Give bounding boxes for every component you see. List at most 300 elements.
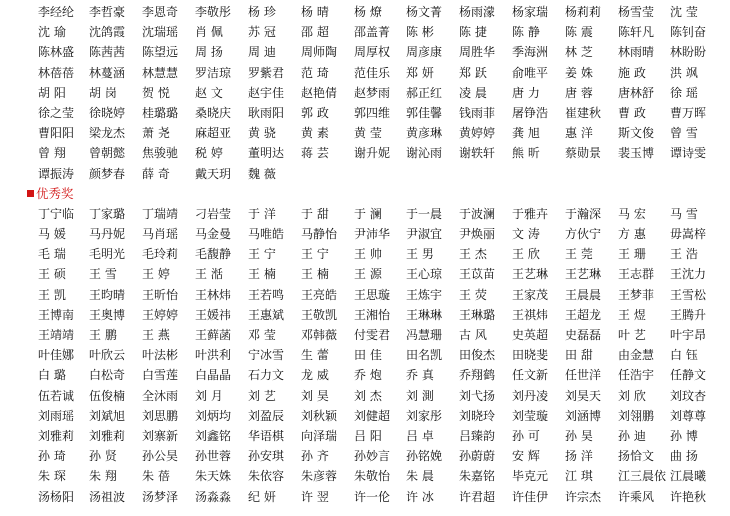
name-cell: 叶佳娜 — [38, 348, 75, 363]
name-cell: 王 杰 — [459, 247, 487, 262]
name-cell: 王惠斌 — [248, 307, 285, 322]
name-cell: 孙 昊 — [565, 429, 593, 443]
name-cell: 于 澜 — [354, 206, 382, 221]
name-cell: 王炼宇 — [406, 287, 443, 302]
name-cell: 王 硕 — [38, 267, 66, 282]
name-cell: 黄彦琳 — [406, 126, 443, 141]
name-cell: 白雪莲 — [142, 368, 179, 383]
name-cell: 纪 妍 — [248, 489, 276, 504]
name-cell: 赵梦雨 — [354, 85, 391, 100]
name-cell: 吕 卓 — [406, 429, 434, 443]
name-cell: 李哲豪 — [89, 5, 126, 19]
name-cell: 许 翌 — [301, 489, 329, 504]
name-cell: 赵宇佳 — [248, 85, 285, 100]
name-cell: 邓 莹 — [248, 328, 276, 342]
name-cell: 王沈力 — [670, 267, 707, 282]
name-cell: 胡 岗 — [89, 85, 117, 100]
name-row — [38, 224, 728, 244]
name-cell: 杨雨濛 — [459, 5, 496, 19]
name-cell: 刘莹璇 — [512, 408, 549, 423]
name-cell: 田名凯 — [406, 348, 443, 363]
name-cell: 王藓菡 — [195, 328, 232, 342]
name-cell: 方 惠 — [618, 227, 646, 241]
name-cell: 刘思鹏 — [142, 408, 179, 423]
name-cell: 桑晓庆 — [195, 106, 232, 120]
name-cell: 龙 威 — [301, 368, 329, 383]
name-cell: 陈轩凡 — [618, 25, 655, 40]
name-row — [38, 2, 728, 22]
name-cell: 曹阳阳 — [38, 126, 75, 141]
name-cell: 刘涵博 — [565, 408, 602, 423]
name-cell: 王 荧 — [459, 287, 487, 302]
name-cell: 王艺琳 — [565, 267, 602, 282]
name-cell: 凌 晨 — [459, 85, 487, 100]
name-cell: 邵盖菁 — [354, 25, 391, 40]
name-cell: 白晶晶 — [195, 368, 232, 383]
name-cell: 赵 文 — [195, 85, 223, 100]
name-cell: 姜 姝 — [565, 65, 593, 80]
name-cell: 谭诗雯 — [670, 146, 707, 161]
name-cell: 朱嘉铭 — [459, 469, 496, 484]
name-cell: 刁岩莹 — [195, 206, 232, 221]
name-row — [38, 244, 728, 264]
name-cell: 黄婷婷 — [459, 126, 496, 141]
name-cell: 田俊杰 — [459, 348, 496, 363]
name-cell: 周 扬 — [195, 45, 223, 60]
section-title: 优秀奖 — [36, 185, 74, 201]
name-cell: 谭振涛 — [38, 166, 75, 181]
name-cell: 刘寨新 — [142, 429, 179, 443]
name-cell: 白 钰 — [670, 348, 698, 363]
name-cell: 江晨曦 — [670, 469, 707, 484]
name-cell: 周厚权 — [354, 45, 391, 60]
name-row — [38, 42, 728, 62]
name-cell: 古 风 — [459, 328, 487, 342]
name-cell: 谢轶轩 — [459, 146, 496, 161]
name-cell: 税 婷 — [195, 146, 223, 161]
name-cell: 谢升妮 — [354, 146, 391, 161]
name-cell: 曾 翔 — [38, 146, 66, 161]
name-cell: 王湘怡 — [354, 307, 391, 322]
name-cell: 萧 尧 — [142, 126, 170, 141]
name-cell: 熊 昕 — [512, 146, 540, 161]
name-cell: 生 蕾 — [301, 348, 329, 363]
name-cell: 王昀晴 — [89, 287, 126, 302]
name-cell: 刘 月 — [195, 388, 223, 403]
name-row — [38, 406, 728, 426]
name-cell: 王敬凯 — [301, 307, 338, 322]
name-cell: 唐林舒 — [618, 85, 655, 100]
name-cell: 朱 蓓 — [142, 469, 170, 484]
name-cell: 乔 真 — [406, 368, 434, 383]
name-cell: 周彦康 — [406, 45, 443, 60]
name-cell: 许 冰 — [406, 489, 434, 504]
name-cell: 叶 艺 — [618, 328, 646, 342]
name-cell: 刘斌旭 — [89, 408, 126, 423]
name-cell: 林雨晴 — [618, 45, 655, 60]
name-cell: 邓韩薇 — [301, 328, 338, 342]
name-cell: 杨 晴 — [301, 5, 329, 19]
name-cell: 叶法彬 — [142, 348, 179, 363]
name-cell: 杨 珍 — [248, 5, 276, 19]
name-cell: 施 政 — [618, 65, 646, 80]
name-cell: 朱 翔 — [89, 469, 117, 484]
name-cell: 于波澜 — [459, 206, 496, 221]
name-cell: 王媛祎 — [195, 307, 232, 322]
name-cell: 王 宁 — [248, 247, 276, 262]
name-cell: 任文新 — [512, 368, 549, 383]
name-cell: 赵艳倩 — [301, 85, 338, 100]
name-cell: 王晨晨 — [565, 287, 602, 302]
name-cell: 俞唯平 — [512, 65, 549, 80]
name-cell: 毛明光 — [89, 247, 126, 262]
name-cell: 朱天姝 — [195, 469, 232, 484]
name-row — [38, 204, 728, 224]
name-cell: 郝正红 — [406, 85, 443, 100]
name-cell: 叶宇昂 — [670, 328, 707, 342]
name-cell: 孙 贤 — [89, 449, 117, 464]
name-cell: 许乘风 — [618, 489, 655, 504]
name-cell: 洪 飒 — [670, 65, 698, 80]
name-cell: 丁宁临 — [38, 206, 75, 221]
name-cell: 王 源 — [354, 267, 382, 282]
name-cell: 许艳秋 — [670, 489, 707, 504]
name-cell: 屠铮浩 — [512, 106, 549, 120]
name-cell: 蒋 芸 — [301, 146, 329, 161]
name-cell: 苏 冠 — [248, 25, 276, 40]
name-row — [38, 264, 728, 284]
name-cell: 刘 測 — [406, 388, 434, 403]
name-cell: 王奥博 — [89, 307, 126, 322]
name-cell: 伍俊楠 — [89, 388, 126, 403]
name-cell: 曲 扬 — [670, 449, 698, 464]
name-cell: 黄 素 — [301, 126, 329, 141]
name-cell: 王艺琳 — [512, 267, 549, 282]
name-cell: 王腾升 — [670, 307, 707, 322]
name-cell: 马唯皓 — [248, 227, 285, 241]
name-cell: 王琳琳 — [406, 307, 443, 322]
name-row — [38, 123, 728, 143]
name-cell: 毋嵩梓 — [670, 227, 707, 241]
name-cell: 王婷婷 — [142, 307, 179, 322]
name-cell: 汤祖波 — [89, 489, 126, 504]
name-cell: 全沐雨 — [142, 388, 179, 403]
name-cell: 唐 蓉 — [565, 85, 593, 100]
name-cell: 郑 跃 — [459, 65, 487, 80]
name-cell: 王 欣 — [512, 247, 540, 262]
name-cell: 孙妙言 — [354, 449, 391, 464]
name-cell: 江三晨依 — [618, 469, 667, 484]
name-cell: 白 璐 — [38, 368, 66, 383]
name-row — [38, 305, 728, 325]
name-cell: 方伙宁 — [565, 227, 602, 241]
name-cell: 扬恰文 — [618, 449, 655, 464]
name-cell: 季海洲 — [512, 45, 549, 60]
name-row — [38, 365, 728, 385]
name-cell: 曾朝懿 — [89, 146, 126, 161]
name-cell: 毛馥静 — [195, 247, 232, 262]
name-cell: 叶洪利 — [195, 348, 232, 363]
name-cell: 崔建秋 — [565, 106, 602, 120]
name-cell: 罗紫君 — [248, 65, 285, 80]
name-cell: 魏 薇 — [248, 166, 276, 181]
name-cell: 杨家瑞 — [512, 5, 549, 19]
name-cell: 马 媛 — [38, 227, 66, 241]
name-cell: 陈林盛 — [38, 45, 75, 60]
name-cell: 王 婷 — [142, 267, 170, 282]
name-cell: 孙铭娩 — [406, 449, 443, 464]
name-cell: 史磊磊 — [565, 328, 602, 342]
name-cell: 叶欣云 — [89, 348, 126, 363]
name-cell: 郭四维 — [354, 106, 391, 120]
name-cell: 王若鸣 — [248, 287, 285, 302]
name-cell: 田 佳 — [354, 348, 382, 363]
name-cell: 刘晓玲 — [459, 408, 496, 423]
name-cell: 乔翔鹤 — [459, 368, 496, 383]
name-cell: 周胜华 — [459, 45, 496, 60]
name-cell: 由金慧 — [618, 348, 655, 363]
name-row — [38, 345, 728, 365]
name-cell: 徐之莹 — [38, 106, 75, 120]
name-cell: 吕 阳 — [354, 429, 382, 443]
name-cell: 丁家璐 — [89, 206, 126, 221]
name-cell: 王林炜 — [195, 287, 232, 302]
name-cell: 贺 悦 — [142, 85, 170, 100]
name-cell: 蔡勋景 — [565, 146, 602, 161]
name-cell: 刘 欣 — [618, 388, 646, 403]
name-cell: 陈望远 — [142, 45, 179, 60]
name-cell: 于雅卉 — [512, 206, 549, 221]
name-cell: 王心琼 — [406, 267, 443, 282]
name-cell: 杨 燎 — [354, 5, 382, 19]
name-cell: 徐晓婷 — [89, 106, 126, 120]
name-cell: 田 甜 — [565, 348, 593, 363]
name-cell: 史英超 — [512, 328, 549, 342]
name-cell: 马丹妮 — [89, 227, 126, 241]
name-cell: 马 雪 — [670, 206, 698, 221]
name-cell: 颜梦春 — [89, 166, 126, 181]
name-cell: 裴玉博 — [618, 146, 655, 161]
name-row — [38, 164, 728, 184]
name-cell: 汤杨阳 — [38, 489, 75, 504]
name-cell: 董明达 — [248, 146, 285, 161]
name-cell: 刘雨瑶 — [38, 408, 75, 423]
name-cell: 白松奇 — [89, 368, 126, 383]
name-cell: 冯慧珊 — [406, 328, 443, 342]
name-cell: 华语棋 — [248, 429, 285, 443]
name-cell: 刘尊尊 — [670, 408, 707, 423]
name-cell: 杨莉莉 — [565, 5, 602, 19]
name-cell: 田晓斐 — [512, 348, 549, 363]
name-cell: 刘翎鹏 — [618, 408, 655, 423]
name-cell: 王 宁 — [301, 247, 329, 262]
name-cell: 王思璇 — [354, 287, 391, 302]
name-cell: 于瀚深 — [565, 206, 602, 221]
name-cell: 朱敬怡 — [354, 469, 391, 484]
name-cell: 王 珊 — [618, 247, 646, 262]
name-cell: 王 煜 — [618, 307, 646, 322]
name-cell: 陈钊奋 — [670, 25, 707, 40]
name-cell: 王靖靖 — [38, 328, 75, 342]
name-cell: 郑 妍 — [406, 65, 434, 80]
name-row — [38, 22, 728, 42]
name-cell: 李敬彤 — [195, 5, 232, 19]
name-cell: 马静怡 — [301, 227, 338, 241]
name-cell: 王 凯 — [38, 287, 66, 302]
name-cell: 许一伦 — [354, 489, 391, 504]
name-cell: 任静文 — [670, 368, 707, 383]
name-cell: 刘家彤 — [406, 408, 443, 423]
name-cell: 刘健超 — [354, 408, 391, 423]
name-cell: 汤梦泽 — [142, 489, 179, 504]
name-cell: 安 辉 — [512, 449, 540, 464]
name-cell: 宁冰雪 — [248, 348, 285, 363]
name-cell: 曾 雪 — [670, 126, 698, 141]
name-cell: 孙 博 — [670, 429, 698, 443]
name-cell: 于 洋 — [248, 206, 276, 221]
name-cell: 孙 迪 — [618, 429, 646, 443]
name-cell: 刘昊天 — [565, 388, 602, 403]
name-cell: 刘雅莉 — [38, 429, 75, 443]
name-row — [38, 83, 728, 103]
name-cell: 许佳伊 — [512, 489, 549, 504]
name-cell: 孙安琪 — [248, 449, 285, 464]
name-row — [38, 487, 728, 507]
name-cell: 耿雨阳 — [248, 106, 285, 120]
name-cell: 谢沁雨 — [406, 146, 443, 161]
name-cell: 王 楠 — [248, 267, 276, 282]
name-cell: 麻超亚 — [195, 126, 232, 141]
name-cell: 孙 可 — [512, 429, 540, 443]
name-cell: 刘秋颖 — [301, 408, 338, 423]
name-cell: 王超龙 — [565, 307, 602, 322]
name-cell: 毛 瑞 — [38, 247, 66, 262]
name-cell: 王 楠 — [301, 267, 329, 282]
name-cell: 孙 齐 — [301, 449, 329, 464]
name-cell: 毛玲莉 — [142, 247, 179, 262]
name-cell: 于 甜 — [301, 206, 329, 221]
name-cell: 沈鸽霞 — [89, 25, 126, 40]
name-cell: 范 琦 — [301, 65, 329, 80]
name-cell: 黄 莹 — [354, 126, 382, 141]
name-cell: 周 迪 — [248, 45, 276, 60]
name-cell: 薛 奇 — [142, 166, 170, 181]
name-cell: 王祺炜 — [512, 307, 549, 322]
name-cell: 陈 震 — [565, 25, 593, 40]
name-cell: 朱 琛 — [38, 469, 66, 484]
name-cell: 王 浩 — [670, 247, 698, 262]
name-cell: 陈茜茜 — [89, 45, 126, 60]
name-cell: 刘 昊 — [301, 388, 329, 403]
name-cell: 王志群 — [618, 267, 655, 282]
name-cell: 扬 洋 — [565, 449, 593, 464]
name-cell: 曹 政 — [618, 106, 646, 120]
name-cell: 尹焕丽 — [459, 227, 496, 241]
name-cell: 毕克元 — [512, 469, 549, 484]
name-cell: 付雯君 — [354, 328, 391, 342]
name-cell: 文 涛 — [512, 227, 540, 241]
name-row — [38, 466, 728, 486]
name-cell: 王 男 — [406, 247, 434, 262]
name-cell: 孙世蓉 — [195, 449, 232, 464]
name-cell: 戴天玥 — [195, 166, 232, 181]
name-cell: 马 宏 — [618, 206, 646, 221]
name-cell: 唐 力 — [512, 85, 540, 100]
name-cell: 刘 艺 — [248, 388, 276, 403]
name-cell: 任浩宇 — [618, 368, 655, 383]
name-cell: 乔 炮 — [354, 368, 382, 383]
name-cell: 王昕怡 — [142, 287, 179, 302]
name-cell: 黄 骁 — [248, 126, 276, 141]
name-row — [38, 103, 728, 123]
name-cell: 孙蔚蔚 — [459, 449, 496, 464]
name-row — [38, 325, 728, 345]
name-row — [38, 446, 728, 466]
name-cell: 孙公昊 — [142, 449, 179, 464]
name-cell: 朱彦蓉 — [301, 469, 338, 484]
name-cell: 林慧慧 — [142, 65, 179, 80]
name-cell: 王博南 — [38, 307, 75, 322]
name-cell: 李经纶 — [38, 5, 75, 19]
name-cell: 徐 瑶 — [670, 85, 698, 100]
name-row — [38, 285, 728, 305]
name-cell: 刘 杰 — [354, 388, 382, 403]
name-cell: 肖 佩 — [195, 25, 223, 40]
name-cell: 王家茂 — [512, 287, 549, 302]
name-cell: 桂璐璐 — [142, 106, 179, 120]
name-cell: 许君超 — [459, 489, 496, 504]
name-row — [38, 63, 728, 83]
name-cell: 王琳璐 — [459, 307, 496, 322]
name-cell: 许宗杰 — [565, 489, 602, 504]
name-cell: 杨雪莹 — [618, 5, 655, 19]
name-cell: 朱依容 — [248, 469, 285, 484]
name-cell: 梁龙杰 — [89, 126, 126, 141]
name-cell: 邵 超 — [301, 25, 329, 40]
name-cell: 王 雪 — [89, 267, 117, 282]
name-cell: 李恩奇 — [142, 5, 179, 19]
name-cell: 陈 捷 — [459, 25, 487, 40]
name-cell: 孙 琦 — [38, 449, 66, 464]
name-cell: 杨文菁 — [406, 5, 443, 19]
name-cell: 朱 晨 — [406, 469, 434, 484]
name-cell: 王雪松 — [670, 287, 707, 302]
name-cell: 沈 瑜 — [38, 25, 66, 40]
name-cell: 斯文俊 — [618, 126, 655, 141]
name-cell: 刘玟杏 — [670, 388, 707, 403]
name-cell: 向泽瑞 — [301, 429, 338, 443]
name-cell: 林蓓蓓 — [38, 65, 75, 80]
name-cell: 惠 洋 — [565, 126, 593, 141]
name-cell: 伍若诚 — [38, 388, 75, 403]
name-cell: 丁瑞靖 — [142, 206, 179, 221]
name-cell: 石力文 — [248, 368, 285, 383]
name-cell: 林 芝 — [565, 45, 593, 60]
name-cell: 王 帅 — [354, 247, 382, 262]
name-cell: 范佳乐 — [354, 65, 391, 80]
name-cell: 沈 莹 — [670, 5, 698, 19]
name-cell: 陈 静 — [512, 25, 540, 40]
name-cell: 胡 阳 — [38, 85, 66, 100]
name-cell: 江 琪 — [565, 469, 593, 484]
name-cell: 郭佳馨 — [406, 106, 443, 120]
name-cell: 任世洋 — [565, 368, 602, 383]
name-cell: 尹淑宜 — [406, 227, 443, 241]
name-cell: 刘盈辰 — [248, 408, 285, 423]
name-cell: 汤淼淼 — [195, 489, 232, 504]
name-cell: 罗洁琼 — [195, 65, 232, 80]
name-cell: 王亮皓 — [301, 287, 338, 302]
